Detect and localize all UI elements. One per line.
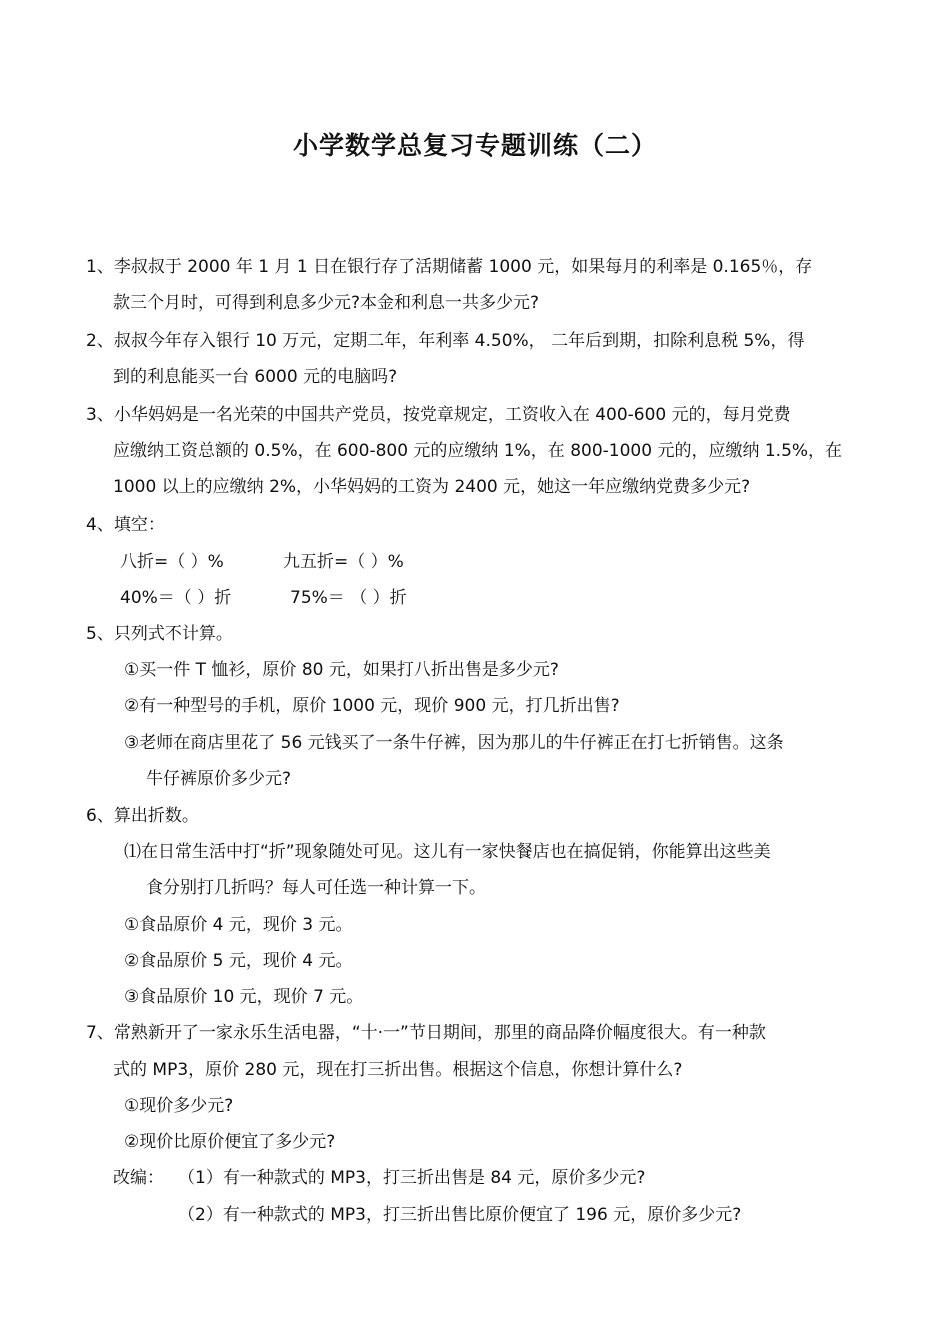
fill-blank-3: 40%＝（ ）折 [120,588,232,608]
question-5-item-3-line-2: 牛仔裤原价多少元? [146,769,292,789]
question-3-line-3: 1000 以上的应缴纳 2%，小华妈妈的工资为 2400 元，她这一年应缴纳党费多少元? [113,477,751,497]
fill-blank-2: 九五折=（ ）% [283,552,404,572]
question-6-item-1: ①食品原价 4 元，现价 3 元。 [124,915,353,935]
question-4-heading: 4、填空： [86,515,165,535]
question-6-intro-line-1: ⑴在日常生活中打“折”现象随处可见。这儿有一家快餐店也在搞促销，你能算出这些美 [124,842,771,862]
question-7-item-2: ②现价比原价便宜了多少元? [124,1132,336,1152]
question-5-item-2: ②有一种型号的手机，原价 1000 元，现价 900 元，打几折出售? [124,696,620,716]
question-7-item-1: ①现价多少元? [124,1096,234,1116]
question-1-line-2: 款三个月时，可得到利息多少元?本金和利息一共多少元? [113,293,540,313]
page-title: 小学数学总复习专题训练（二） [292,131,657,160]
question-6-heading: 6、算出折数。 [86,806,199,826]
fill-blank-1: 八折=（ ）% [120,552,224,572]
question-3-line-1: 3、小华妈妈是一名光荣的中国共产党员，按党章规定，工资收入在 400-600 元的，每月党费 [86,405,791,425]
adaptation-item-1: （1）有一种款式的 MP3，打三折出售是 84 元，原价多少元? [178,1168,646,1188]
question-7-line-2: 式的 MP3，原价 280 元，现在打三折出售。根据这个信息，你想计算什么? [113,1060,683,1080]
question-6-item-2: ②食品原价 5 元，现价 4 元。 [124,951,353,971]
question-3-line-2: 应缴纳工资总额的 0.5%，在 600-800 元的应缴纳 1%，在 800-1000 元的，应缴纳 1.5%，在 [113,441,843,461]
question-5-heading: 5、只列式不计算。 [86,624,233,644]
question-7-line-1: 7、常熟新开了一家永乐生活电器，“十·一”节日期间，那里的商品降价幅度很大。有一种款 [86,1023,766,1043]
question-5-item-1: ①买一件 T 恤衫，原价 80 元，如果打八折出售是多少元? [124,660,559,680]
adaptation-item-2: （2）有一种款式的 MP3，打三折出售比原价便宜了 196 元，原价多少元? [178,1205,742,1225]
adaptation-label: 改编： [113,1168,164,1188]
fill-blank-4: 75%＝ （ ）折 [290,588,407,608]
question-5-item-3-line-1: ③老师在商店里花了 56 元钱买了一条牛仔裤，因为那儿的牛仔裤正在打七折销售。这条 [124,733,784,753]
question-6-item-3: ③食品原价 10 元，现价 7 元。 [124,987,364,1007]
question-2-line-2: 到的利息能买一台 6000 元的电脑吗? [113,367,398,387]
question-2-line-1: 2、叔叔今年存入银行 10 万元，定期二年，年利率 4.50%， 二年后到期，扣除利息税 5%，得 [86,331,805,351]
question-6-intro-line-2: 食分别打几折吗？每人可任选一种计算一下。 [146,878,486,898]
question-1-line-1: 1、李叔叔于 2000 年 1 月 1 日在银行存了活期储蓄 1000 元，如果每月的利率是 0.165％，存 [86,257,813,277]
